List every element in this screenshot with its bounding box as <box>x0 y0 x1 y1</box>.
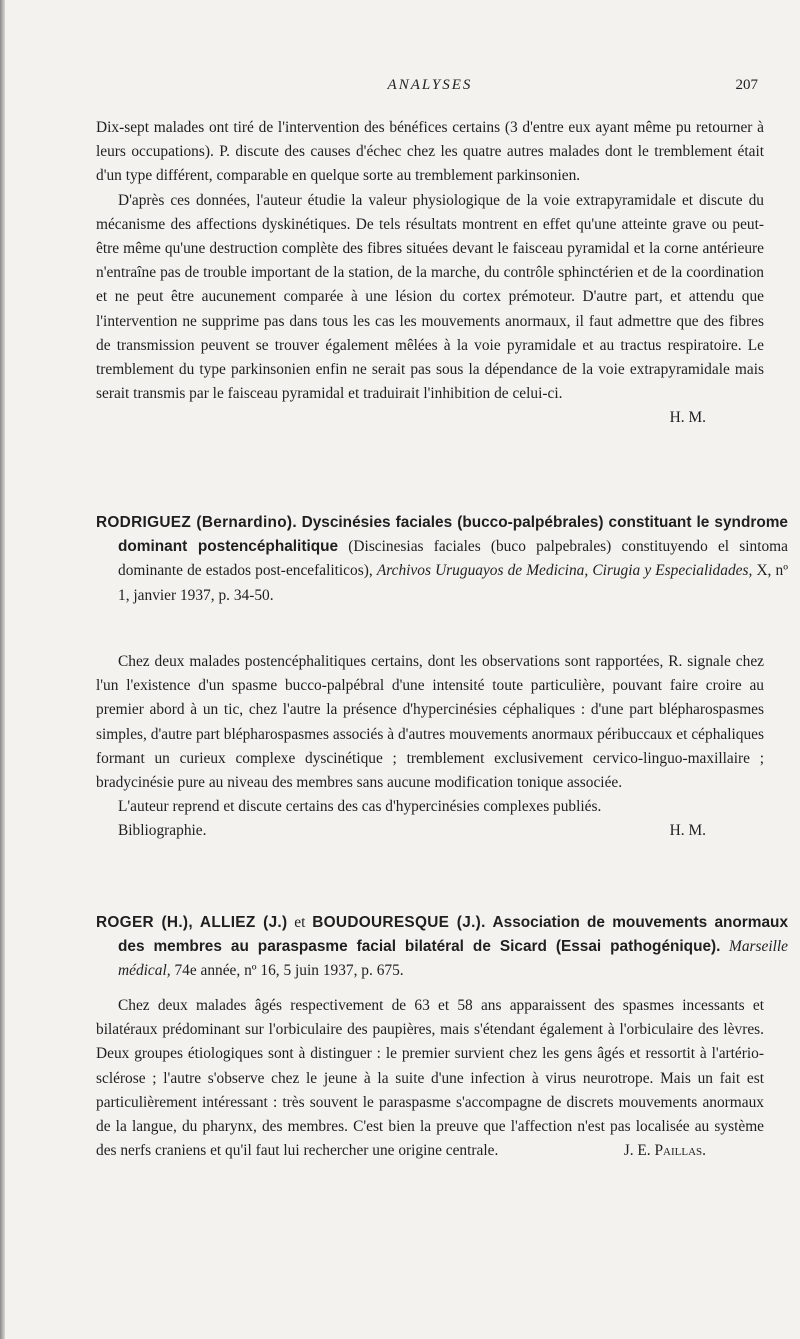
entry-2-body <box>96 650 764 844</box>
entry-2-journal: Archivos Uruguayos de Medicina, Cirugia y Especialidades, <box>376 562 753 580</box>
entry-3-signature: J. E. Paillas. <box>623 1142 706 1160</box>
entry-2-signature: H. M. <box>669 822 706 840</box>
page-number: 207 <box>735 77 758 93</box>
entry-1-signature: H. M. <box>669 409 706 427</box>
page-edge-shadow <box>0 0 5 1339</box>
entry-3-citation: 74e année, nº 16, 5 juin 1937, p. 675. <box>174 962 404 980</box>
entry-2-paragraph-1: Chez deux malades postencéphalitiques certains, dont les observations sont rapportées, R. signale chez l'un l'existence d'un spasme bucco-palpébral d'une intensité toute particulière, pouvant faire croire au premier abord à un tic, chez l'autre la présence d'hypercinésies céphaliques : d'une part blépharospasmes simples, d'autre part blépharospasmes associés à d'autres mouvements anormaux péribuccaux et céphaliques formant un curieux complexe dyscinétique ; tremblement exclusivement cervico-linguo-maxillaire ; bradycinésie pure au niveau des membres sans aucune modification tonique associée. <box>96 653 764 792</box>
page-header <box>96 77 764 101</box>
entry-3-title: Association de mouvements anormaux des membres au paraspasme facial bilatéral de Sicard (Essai pathogénique). <box>118 914 788 956</box>
entry-2-heading <box>96 511 788 608</box>
entry-2-bibliography: Bibliographie. <box>118 822 207 840</box>
entry-3-paragraph: Chez deux malades âgés respectivement de 63 et 58 ans apparaissent des spasmes incessants et bilatéraux prédominant sur l'orbiculaire des paupières, mais s'étendant également à l'orbiculaire des lèvres. Deux groupes étiologiques sont à distinguer : le premier survient chez les gens âgés et ressortit à l'artério-sclérose ; l'autre s'observe chez le jeune à la suite d'une infection à virus neurotrope. Mais un fait est particulièrement intéressant : très souvent le paraspasme s'accompagne de discrets mouvements anormaux de la langue, du pharynx, des membres. C'est bien la preuve que l'affection n'est pas localisée au système des nerfs craniens et qu'il faut lui rechercher une origine centrale. <box>96 997 764 1160</box>
entry-2-citation: X, nº 1, janvier 1937, p. 34-50. <box>118 562 788 604</box>
entry-1-paragraph-1: Dix-sept malades ont tiré de l'intervention des bénéfices certains (3 d'entre eux ayant même pu retourner à leurs occupations). P. discute des causes d'échec chez les quatre autres malades dont le tremblement était d'un type différent, comparable en quelque sorte au tremblement parkinsonien. <box>96 119 764 185</box>
entry-2-translation: (Discinesias faciales (buco palpebrales) constituyendo el sintoma dominante de estados post-encefaliticos), <box>118 538 788 580</box>
entry-1-paragraph-2: D'après ces données, l'auteur étudie la valeur physiologique de la voie extrapyramidale et discute du mécanisme des affections dyskinétiques. De tels résultats montrent en effet qu'une atteinte grave ou peut-être même qu'une destruction complète des fibres situées devant le faisceau pyramidal et la corne antérieure n'entraîne pas de trouble important de la station, de la marche, du contrôle sphinctérien et de la coordination et ne peut être aucunement comparée à une lésion du cortex prémoteur. D'autre part, et attendu que l'intervention ne supprime pas dans tous les cas les mouvements anormaux, il faut admettre que des fibres de transmission peuvent se trouver également mêlées à la voie pyramidale et au tractus respiratoire. Le tremblement du type parkinsonien enfin ne serait pas sous la dépendance de la voie extrapyramidale mais serait transmis par le faisceau pyramidal et traduirait l'inhibition de celui-ci. <box>96 191 764 403</box>
entry-3-heading <box>96 911 788 984</box>
entry-3-authors-2: BOUDOURESQUE (J.). <box>312 914 486 931</box>
running-head: ANALYSES <box>387 77 473 93</box>
entry-3-authors-1: ROGER (H.), ALLIEZ (J.) <box>96 914 288 931</box>
entry-3-conjunction: et <box>294 914 306 931</box>
entry-2-paragraph-2: L'auteur reprend et discute certains des cas d'hypercinésies complexes publiés. <box>118 798 602 816</box>
entry-1-continuation <box>96 116 764 431</box>
entry-3-body <box>96 994 764 1164</box>
entry-2-title: Dyscinésies faciales (bucco-palpébrales) constituant le syndrome dominant postencéphalitique <box>118 514 788 556</box>
entry-2-bibliography-line <box>96 819 764 843</box>
entry-2-author: RODRIGUEZ (Bernardino). <box>96 514 297 531</box>
entry-3-journal: Marseille médical, <box>118 938 788 980</box>
